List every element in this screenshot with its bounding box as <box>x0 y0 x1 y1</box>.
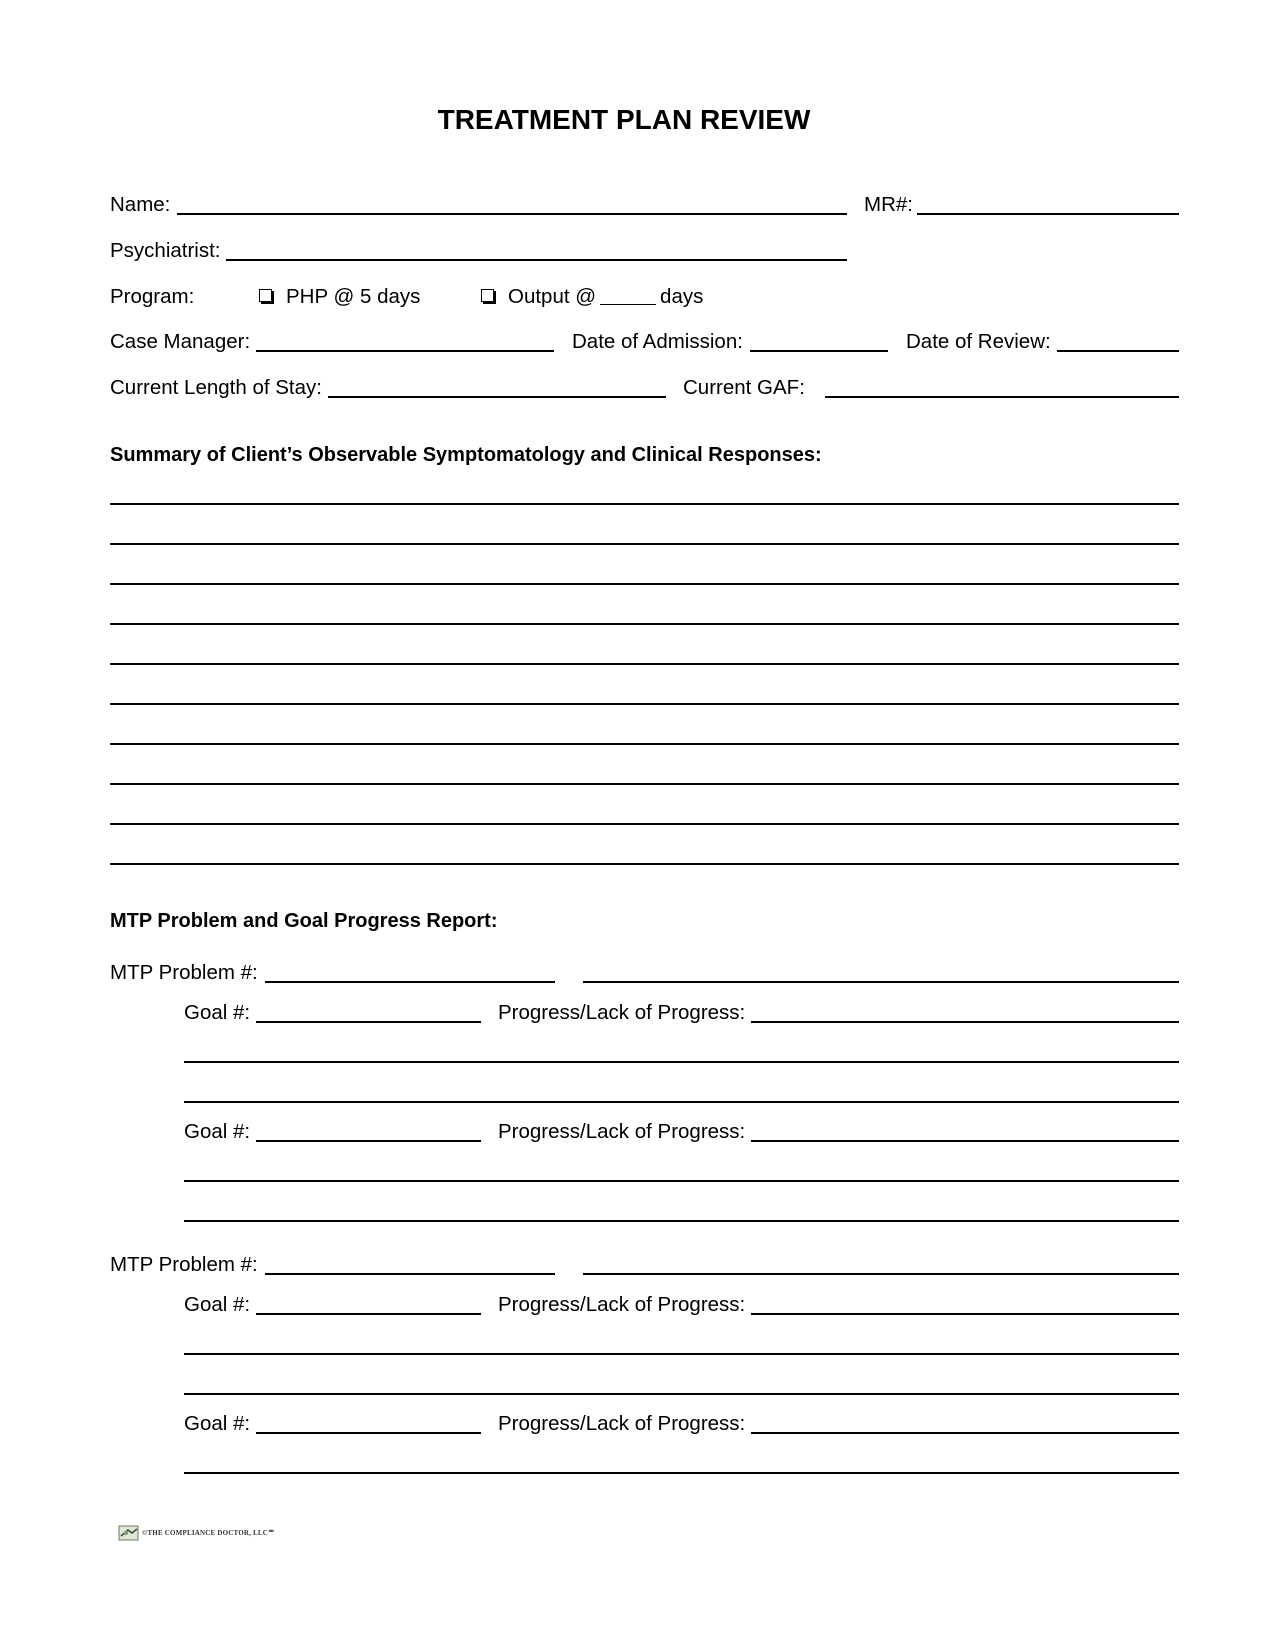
case-manager-label: Case Manager: <box>110 330 251 353</box>
psychiatrist-label: Psychiatrist: <box>110 239 221 262</box>
name-field[interactable] <box>177 213 847 215</box>
progress-line[interactable] <box>184 1101 1179 1103</box>
summary-line[interactable] <box>110 703 1179 705</box>
mr-field[interactable] <box>917 213 1179 215</box>
progress-field[interactable] <box>751 1140 1179 1142</box>
goal-label: Goal #: <box>184 1120 251 1143</box>
summary-line[interactable] <box>110 543 1179 545</box>
mtp-problem-number-field[interactable] <box>265 981 555 983</box>
progress-label: Progress/Lack of Progress: <box>498 1293 746 1316</box>
summary-line[interactable] <box>110 623 1179 625</box>
footer-logo <box>118 1524 275 1542</box>
program-option-output[interactable] <box>481 287 703 308</box>
gaf-field[interactable] <box>825 396 1179 398</box>
progress-line[interactable] <box>184 1061 1179 1063</box>
mtp-problem-description-field[interactable] <box>583 981 1179 983</box>
goal-number-field[interactable] <box>256 1021 481 1023</box>
page-title: TREATMENT PLAN REVIEW <box>437 104 811 135</box>
date-of-admission-field[interactable] <box>750 350 888 352</box>
goal-number-field[interactable] <box>256 1313 481 1315</box>
checkbox-icon[interactable] <box>481 289 494 302</box>
length-of-stay-field[interactable] <box>328 396 666 398</box>
goal-label: Goal #: <box>184 1412 251 1435</box>
footer-logo-text: ©THE COMPLIANCE DOCTOR, LLC℠ <box>142 1529 276 1537</box>
case-manager-field[interactable] <box>256 350 554 352</box>
program-option-output-prefix: Output @ <box>508 285 597 308</box>
summary-line[interactable] <box>110 503 1179 505</box>
summary-line[interactable] <box>110 823 1179 825</box>
program-label: Program: <box>110 285 195 308</box>
summary-line[interactable] <box>110 583 1179 585</box>
mtp-problem-label: MTP Problem #: <box>110 961 258 984</box>
goal-label: Goal #: <box>184 1001 251 1024</box>
progress-label: Progress/Lack of Progress: <box>498 1412 746 1435</box>
date-of-review-label: Date of Review: <box>906 330 1051 353</box>
progress-label: Progress/Lack of Progress: <box>498 1001 746 1024</box>
date-of-admission-label: Date of Admission: <box>572 330 743 353</box>
mr-label: MR#: <box>864 193 913 216</box>
goal-label: Goal #: <box>184 1293 251 1316</box>
checkbox-icon[interactable] <box>259 289 272 302</box>
progress-line[interactable] <box>184 1180 1179 1182</box>
progress-field[interactable] <box>751 1313 1179 1315</box>
summary-line[interactable] <box>110 863 1179 865</box>
summary-line[interactable] <box>110 783 1179 785</box>
goal-number-field[interactable] <box>256 1140 481 1142</box>
date-of-review-field[interactable] <box>1057 350 1179 352</box>
mtp-problem-description-field[interactable] <box>583 1273 1179 1275</box>
progress-line[interactable] <box>184 1472 1179 1474</box>
psychiatrist-field[interactable] <box>226 259 847 261</box>
summary-line[interactable] <box>110 743 1179 745</box>
progress-line[interactable] <box>184 1393 1179 1395</box>
program-option-output-suffix: days <box>660 285 704 308</box>
compliance-doctor-logo-icon <box>118 1524 140 1542</box>
progress-label: Progress/Lack of Progress: <box>498 1120 746 1143</box>
mtp-problem-label: MTP Problem #: <box>110 1253 258 1276</box>
summary-heading: Summary of Client’s Observable Symptomatology and Clinical Responses: <box>110 444 822 466</box>
mtp-problem-number-field[interactable] <box>265 1273 555 1275</box>
progress-field[interactable] <box>751 1021 1179 1023</box>
progress-field[interactable] <box>751 1432 1179 1434</box>
progress-line[interactable] <box>184 1353 1179 1355</box>
progress-heading: MTP Problem and Goal Progress Report: <box>110 910 498 932</box>
gaf-label: Current GAF: <box>683 376 805 399</box>
name-label: Name: <box>110 193 171 216</box>
program-option-php-label: PHP @ 5 days <box>286 285 421 308</box>
output-days-field[interactable] <box>600 304 656 305</box>
length-of-stay-label: Current Length of Stay: <box>110 376 322 399</box>
summary-line[interactable] <box>110 663 1179 665</box>
program-option-php[interactable] <box>259 287 420 308</box>
progress-line[interactable] <box>184 1220 1179 1222</box>
goal-number-field[interactable] <box>256 1432 481 1434</box>
